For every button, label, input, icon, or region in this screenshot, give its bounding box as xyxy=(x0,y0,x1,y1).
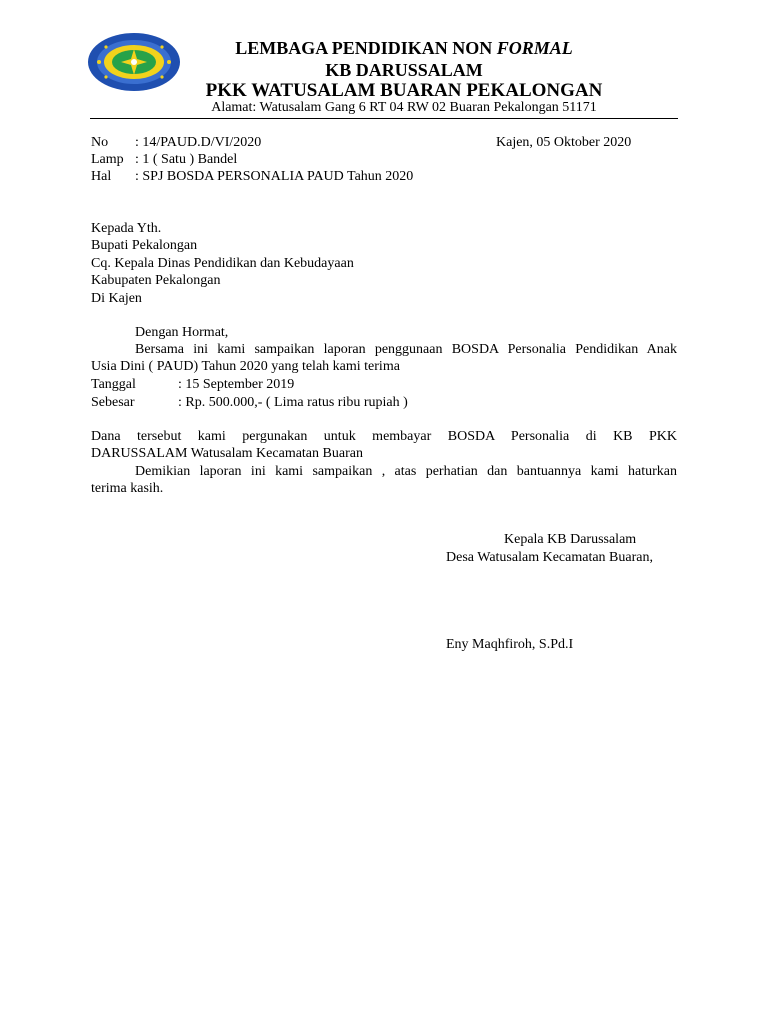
signatory-name: Eny Maqhfiroh, S.Pd.I xyxy=(446,637,574,652)
paragraph-3-line-2: terima kasih. xyxy=(91,481,164,496)
recipient-line: Kepada Yth. xyxy=(91,221,162,236)
signature-title: Kepala KB Darussalam xyxy=(504,532,637,547)
letterhead-address: Alamat: Watusalam Gang 6 RT 04 RW 02 Buaran Pekalongan 51171 xyxy=(211,100,597,115)
hal-label: Hal xyxy=(91,169,112,184)
hal-value: : SPJ BOSDA PERSONALIA PAUD Tahun 2020 xyxy=(135,169,414,184)
lamp-value: : 1 ( Satu ) Bandel xyxy=(135,152,238,167)
paragraph-2-line-1: Dana tersebut kami pergunakan untuk membayar BOSDA Personalia di KB PKK xyxy=(91,429,677,444)
paragraph-3-line-1: Demikian laporan ini kami sampaikan , atas perhatian dan bantuannya kami haturkan xyxy=(135,464,677,479)
paragraph-2-line-2: DARUSSALAM Watusalam Kecamatan Buaran xyxy=(91,446,363,461)
place-date: Kajen, 05 Oktober 2020 xyxy=(496,135,632,150)
letterhead-divider xyxy=(90,118,678,119)
greeting: Dengan Hormat, xyxy=(135,325,229,340)
recipient-line: Bupati Pekalongan xyxy=(91,238,198,253)
lamp-label: Lamp xyxy=(91,152,124,167)
tanggal-value: : 15 September 2019 xyxy=(178,377,295,392)
letterhead-school-name: KB DARUSSALAM xyxy=(325,60,483,80)
no-value: : 14/PAUD.D/VI/2020 xyxy=(135,135,262,150)
paragraph-1-line-1: Bersama ini kami sampaikan laporan penggunaan BOSDA Personalia Pendidikan Anak xyxy=(135,342,677,357)
letterhead-institution-line: LEMBAGA PENDIDIKAN NON FORMAL xyxy=(235,38,573,58)
sebesar-label: Sebesar xyxy=(91,395,135,410)
recipient-line: Di Kajen xyxy=(91,291,142,306)
signature-location: Desa Watusalam Kecamatan Buaran, xyxy=(446,550,653,565)
sebesar-value: : Rp. 500.000,- ( Lima ratus ribu rupiah ) xyxy=(178,395,408,410)
tanggal-label: Tanggal xyxy=(91,377,136,392)
letterhead-organization: PKK WATUSALAM BUARAN PEKALONGAN xyxy=(205,80,603,101)
recipient-line: Kabupaten Pekalongan xyxy=(91,273,221,288)
no-label: No xyxy=(91,135,109,150)
paragraph-1-line-2: Usia Dini ( PAUD) Tahun 2020 yang telah kami terima xyxy=(91,359,400,374)
recipient-line: Cq. Kepala Dinas Pendidikan dan Kebudayaan xyxy=(91,256,354,271)
